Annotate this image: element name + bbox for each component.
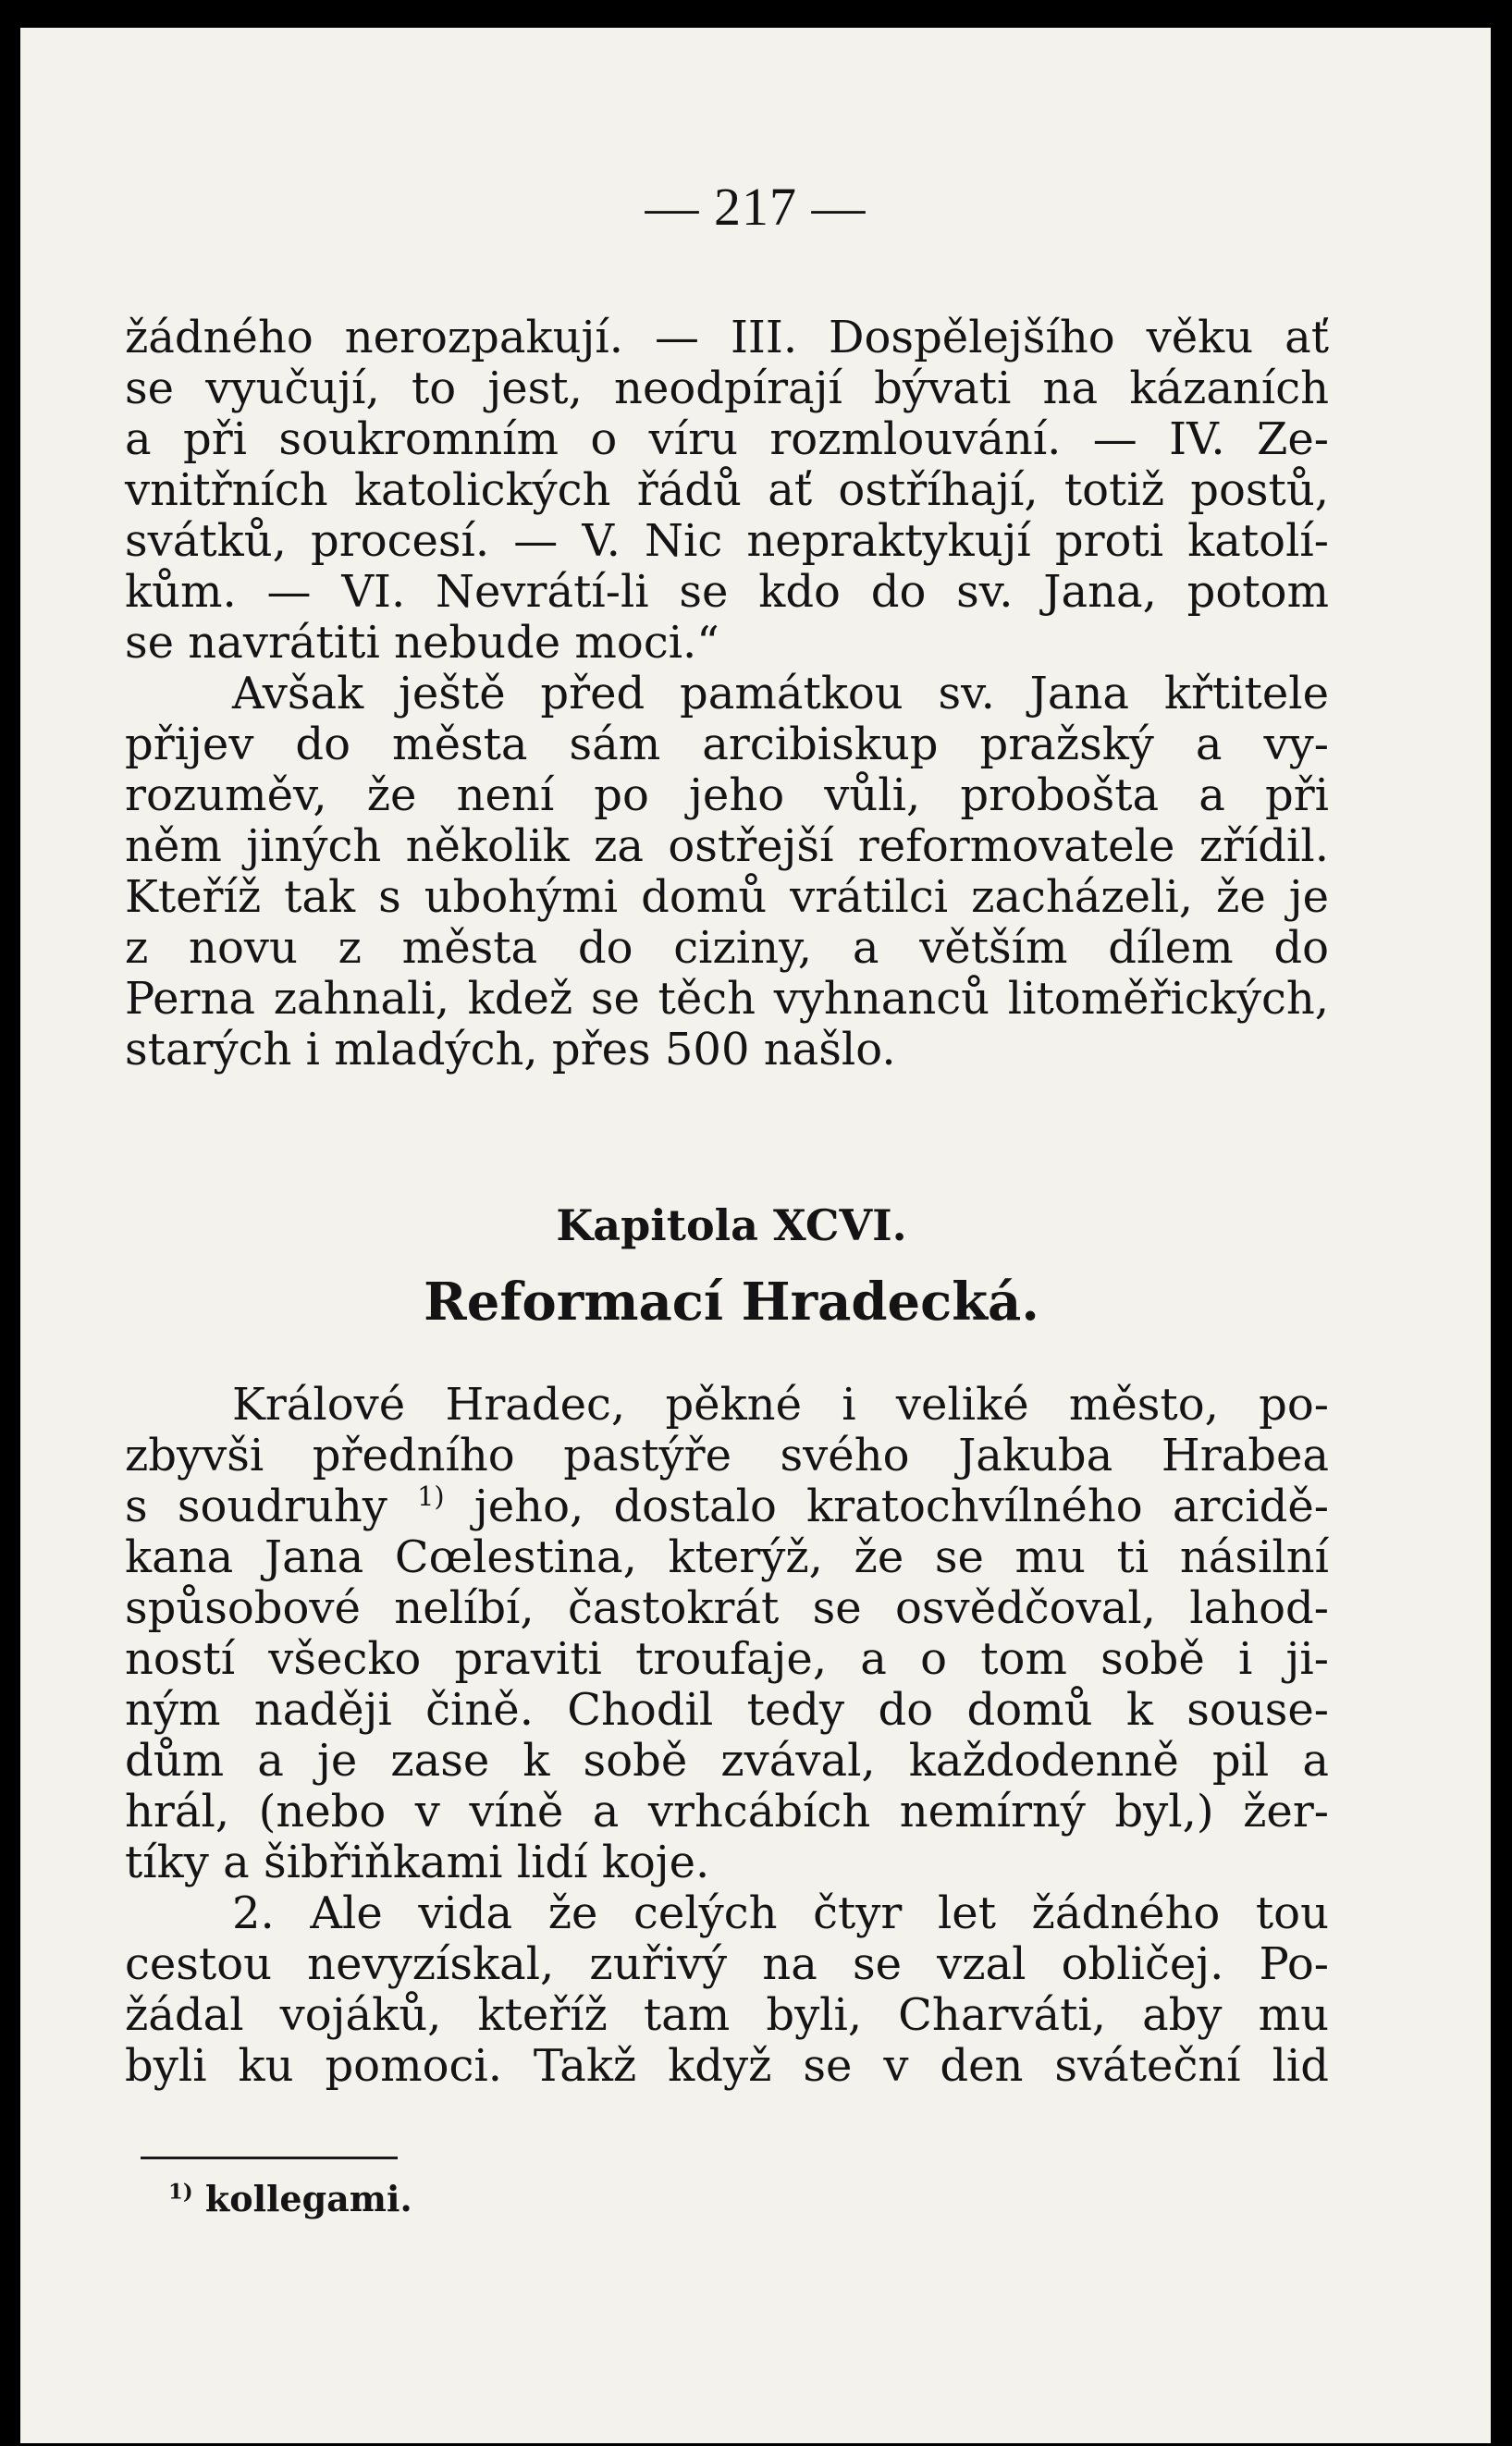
- footnote-reference: 1): [417, 1481, 445, 1512]
- text-line: vnitřních katolických řádů ať ostříhají, totiž postů,: [125, 464, 1329, 516]
- text-line: spůsobové nelíbí, častokrát se osvědčoval, lahod-: [125, 1582, 1329, 1634]
- paragraph-continued: [125, 313, 1329, 1076]
- footnote: [168, 2178, 412, 2219]
- text-line-with-footnote: [125, 1481, 1329, 1532]
- text-line: cestou nevyzískal, zuřivý na se vzal obličej. Po-: [125, 1938, 1329, 1990]
- text-line: dům a je zase k sobě zvával, každodenně pil a: [125, 1735, 1329, 1787]
- text-fragment: s soudruhy: [125, 1481, 387, 1532]
- page-number: — 217 —: [645, 177, 867, 237]
- text-line: rozuměv, že není po jeho vůli, probošta a při: [125, 769, 1329, 821]
- text-line: Králové Hradec, pěkné i veliké město, po-: [232, 1379, 1329, 1431]
- text-line: žádal vojáků, kteříž tam byli, Charváti, aby mu: [125, 1989, 1329, 2041]
- text-line: Kteříž tak s ubohými domů vrátilci zacházeli, že je: [125, 871, 1329, 923]
- text-line: se navrátiti nebude moci.“: [125, 617, 719, 669]
- text-line: starých i mladých, přes 500 našlo.: [125, 1024, 896, 1076]
- footnote-marker: 1): [168, 2180, 193, 2205]
- text-line: a při soukromním o víru rozmlouvání. — IV. Ze-: [125, 413, 1329, 465]
- text-line: se vyučují, to jest, neodpírají bývati na kázaních: [125, 363, 1329, 414]
- paragraph-hradec: [125, 1380, 1329, 2092]
- text-line: žádného nerozpakují. — III. Dospělejšího věku ať: [125, 312, 1329, 363]
- footnote-text: kollegami.: [204, 2178, 412, 2219]
- text-line: kům. — VI. Nevrátí-li se kdo do sv. Jana, potom: [125, 566, 1329, 618]
- footnote-divider: [141, 2157, 398, 2159]
- text-line: Perna zahnali, kdež se těch vyhnanců litoměřických,: [125, 973, 1329, 1025]
- text-line: 2. Ale vida že celých čtyr let žádného tou: [232, 1887, 1329, 1939]
- text-line: svátků, procesí. — V. Nic nepraktykují proti katolí-: [125, 515, 1329, 567]
- text-line: ností všecko praviti troufaje, a o tom sobě i ji-: [125, 1633, 1329, 1685]
- text-line: z novu z města do ciziny, a větším dílem do: [125, 922, 1329, 974]
- chapter-title: Reformací Hradecká.: [424, 1272, 1039, 1333]
- text-line: tíky a šibřiňkami lidí koje.: [125, 1837, 710, 1888]
- chapter-label: Kapitola XCVI.: [556, 1200, 907, 1250]
- text-line: Avšak ještě před památkou sv. Jana křtitele: [232, 668, 1329, 719]
- text-fragment: jeho, dostalo kratochvílného arcidě-: [473, 1481, 1329, 1532]
- text-line: něm jiných několik za ostřejší reformovatele zřídil.: [125, 820, 1329, 872]
- text-line: ným naději čině. Chodil tedy do domů k souse-: [125, 1684, 1329, 1736]
- text-line: byli ku pomoci. Takž když se v den sváteční lid: [125, 2040, 1329, 2092]
- text-line: zbyvši předního pastýře svého Jakuba Hrabea: [125, 1430, 1329, 1481]
- text-line: přijev do města sám arcibiskup pražský a vy-: [125, 719, 1329, 770]
- text-line: kana Jana Cœlestina, kterýž, že se mu ti násilní: [125, 1531, 1329, 1583]
- book-page: [20, 28, 1491, 2443]
- text-line: hrál, (nebo v víně a vrhcábích nemírný byl,) žer-: [125, 1786, 1329, 1838]
